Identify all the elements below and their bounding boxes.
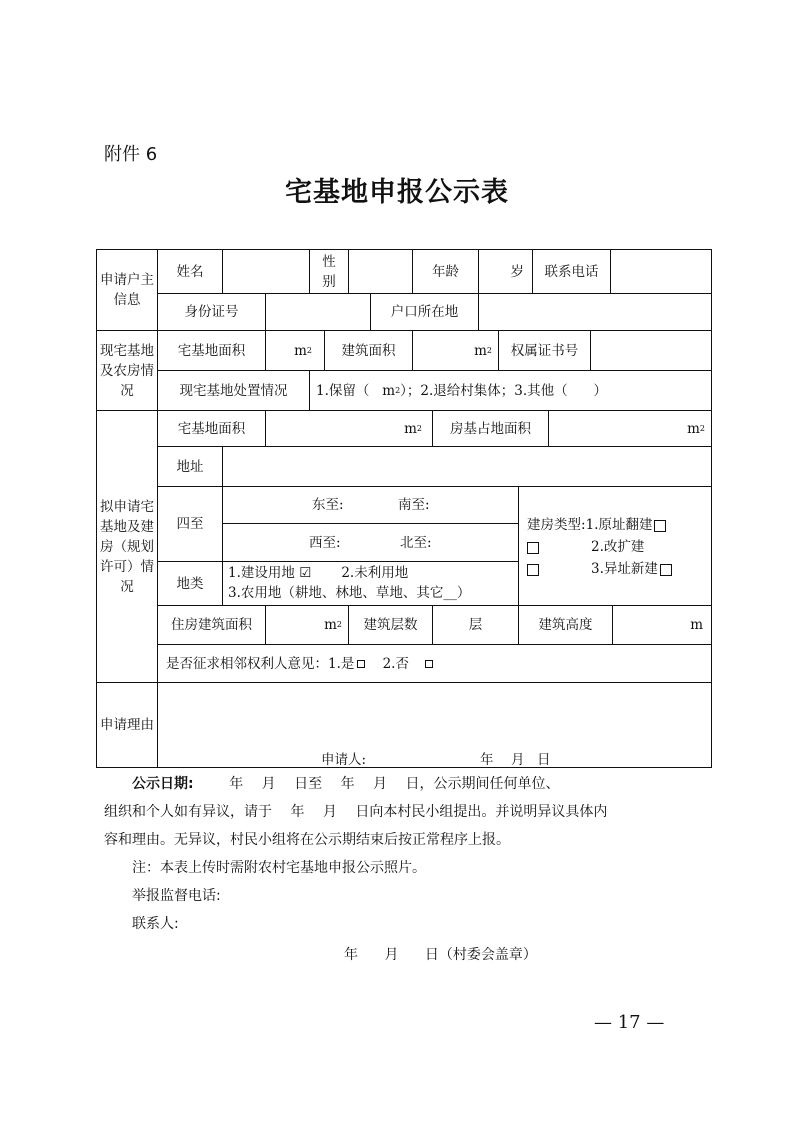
label-land-type: 地类 [176, 575, 204, 592]
label-cert-no: 权属证书号 [510, 342, 579, 359]
section-proposed-land: 拟申请宅基地及建房（规划许可）情况 [100, 498, 154, 595]
field-household-location[interactable] [479, 294, 711, 330]
notice-line-3: 容和理由。无异议，村民小组将在公示期结束后按正常程序上报。 [104, 832, 510, 848]
section-current-land: 现宅基地及农房情况 [100, 342, 154, 399]
seal-date: 年 月 日（村委会盖章） [344, 947, 537, 963]
sign-month: 月 [511, 752, 525, 768]
attachment-label: 附件 6 [104, 144, 158, 165]
label-disposal: 现宅基地处置情况 [179, 382, 288, 399]
proposed-area-unit: m 2 [404, 420, 422, 437]
building-type-options[interactable]: 建房类型:1.原址翻建 2.改扩建 3.异址新建 [527, 514, 707, 580]
label-address: 地址 [176, 458, 204, 475]
field-phone[interactable] [611, 250, 711, 293]
field-cert-no[interactable] [591, 331, 711, 370]
checkbox-no[interactable] [425, 660, 433, 668]
notice-date-label: 公示日期: [132, 776, 194, 792]
label-phone: 联系电话 [544, 263, 599, 280]
sign-year: 年 [480, 752, 494, 768]
sign-day: 日 [537, 752, 551, 768]
label-id-card: 身份证号 [184, 304, 239, 320]
label-building-area: 建筑面积 [341, 342, 396, 359]
label-height: 建筑高度 [538, 617, 593, 633]
neighbor-opinion[interactable]: 是否征求相邻权利人意见：1.是 2.否 [166, 645, 706, 682]
floor-unit: 层 [468, 617, 483, 633]
notice-hotline: 举报监督电话: [132, 888, 221, 904]
disposal-options[interactable]: 1.保留（ m 2 ）；2.退给村集体；3.其他（ ） [316, 382, 607, 399]
page-number: — 17 — [594, 1012, 665, 1033]
notice-line-1: 年 月 日至 年 月 日，公示期间任何单位、 [229, 776, 560, 792]
checked-box-icon[interactable]: ☑ [299, 565, 312, 581]
label-north: 北至: [400, 534, 432, 551]
applicant-sign-label: 申请人: [321, 752, 367, 768]
age-unit: 岁 [510, 263, 524, 280]
field-address[interactable] [223, 447, 711, 486]
land-type-options[interactable]: 1.建设用地 ☑ 2.未利用地 3.农用地（耕地、林地、草地、其它__） [228, 565, 471, 601]
checkbox-type-3b[interactable] [660, 564, 672, 576]
page-title: 宅基地申报公示表 [285, 177, 509, 208]
notice-contact: 联系人: [132, 916, 179, 932]
field-id-card[interactable] [266, 294, 370, 330]
notice-note: 注：本表上传时需附农村宅基地申报公示照片。 [132, 860, 426, 876]
building-area-unit: m 2 [474, 342, 492, 359]
label-boundaries: 四至 [176, 516, 204, 532]
label-current-area: 宅基地面积 [177, 342, 246, 359]
field-name[interactable] [223, 250, 309, 293]
label-floors: 建筑层数 [363, 617, 418, 633]
label-name: 姓名 [176, 263, 204, 280]
checkbox-type-3[interactable] [527, 564, 539, 576]
label-east: 东至: [312, 497, 344, 513]
label-proposed-area: 宅基地面积 [177, 420, 246, 437]
section-reason: 申请理由 [100, 717, 154, 733]
house-area-unit: m 2 [324, 617, 342, 633]
label-household-location: 户口所在地 [390, 304, 459, 320]
label-house-area: 住房建筑面积 [171, 617, 252, 633]
label-footprint: 房基占地面积 [450, 420, 531, 437]
checkbox-yes[interactable] [357, 660, 365, 668]
label-gender: 性别 [322, 253, 336, 290]
label-south: 南至: [398, 497, 430, 513]
checkbox-type-1[interactable] [654, 520, 666, 532]
label-west: 西至: [309, 534, 341, 551]
current-area-unit: m 2 [294, 342, 312, 359]
height-unit: m [690, 617, 703, 633]
footprint-unit: m 2 [687, 420, 705, 437]
notice-line-2: 组织和个人如有异议，请于 年 月 日向本村民小组提出。并说明异议具体内 [104, 804, 608, 820]
field-gender[interactable] [349, 250, 412, 293]
label-age: 年龄 [432, 263, 459, 280]
checkbox-type-2[interactable] [527, 542, 539, 554]
section-applicant-info: 申请户主信息 [100, 272, 154, 308]
notice-block [104, 770, 704, 938]
